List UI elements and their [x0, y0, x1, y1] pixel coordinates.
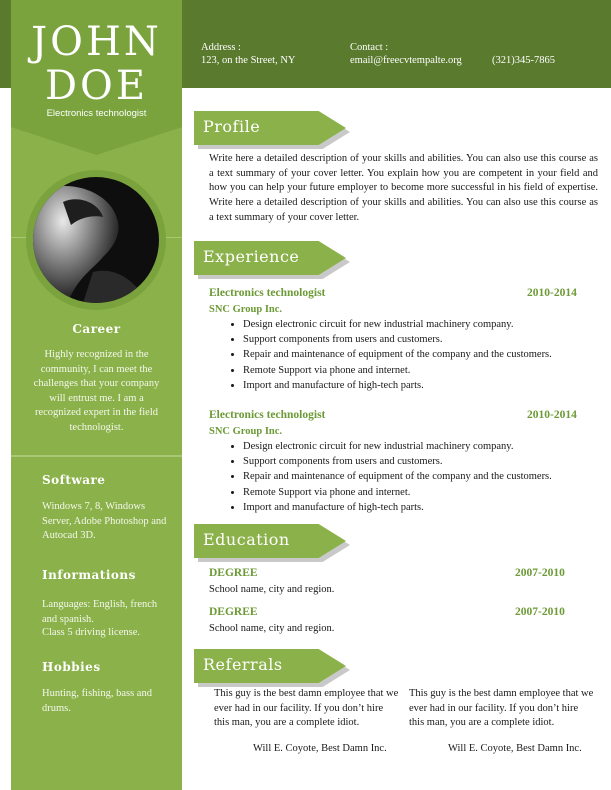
- profile-text: Write here a detailed description of your skills and abilities. You can also use this course as a text summary of your cover letter. You explain how you are competent in your field and how you can help your future employer to become more successful in his field of expertise. Write here a detailed description of your skills and abilities. You can also use this course as a text summary of your cover letter.: [209, 153, 598, 223]
- education-section-header: [194, 524, 346, 558]
- education-1-date: 2007-2010: [515, 567, 565, 579]
- software-text: Windows 7, 8, Windows Server, Adobe Photoshop and Autocad 3D.: [42, 501, 167, 541]
- bullet: • Support components from users and customers.: [243, 332, 552, 347]
- referral-1-signature: Will E. Coyote, Best Damn Inc.: [253, 743, 387, 754]
- education-2-degree: DEGREE: [209, 606, 258, 618]
- informations-license: Class 5 driving license.: [42, 627, 140, 638]
- referral-2-text: This guy is the best damn employee that we ever had in our facility. If you don’t hire this man, you are a complete idiot.: [409, 688, 594, 728]
- bullet: • Support components from users and customers.: [243, 454, 552, 469]
- education-1-degree: DEGREE: [209, 567, 258, 579]
- experience-1-title: Electronics technologist: [209, 287, 326, 299]
- education-2-school: School name, city and region.: [209, 623, 335, 634]
- experience-heading: Experience: [203, 247, 300, 266]
- experience-2-date: 2010-2014: [527, 409, 577, 421]
- bullet: • Remote Support via phone and internet.: [243, 485, 552, 500]
- education-1-school: School name, city and region.: [209, 584, 335, 595]
- informations-heading: Informations: [42, 568, 136, 582]
- bullet: • Design electronic circuit for new industrial machinery company.: [243, 439, 552, 454]
- profile-heading: Profile: [203, 117, 261, 136]
- experience-2-company: SNC Group Inc.: [209, 426, 283, 437]
- career-heading: Career: [72, 322, 121, 336]
- job-title: Electronics technologist: [46, 108, 147, 119]
- referral-1-text: This guy is the best damn employee that we ever had in our facility. If you don’t hire this man, you are a complete idiot.: [214, 688, 399, 728]
- phone-value: (321)345-7865: [492, 55, 555, 66]
- bullet: • Import and manufacture of high-tech parts.: [243, 378, 552, 393]
- referrals-heading: Referrals: [203, 655, 283, 674]
- experience-2-title: Electronics technologist: [209, 409, 326, 421]
- hobbies-text: Hunting, fishing, bass and drums.: [42, 688, 152, 714]
- bullet: • Import and manufacture of high-tech parts.: [243, 500, 552, 515]
- sidebar-divider: [11, 455, 182, 457]
- last-name: DOE: [44, 63, 149, 109]
- first-name: JOHN: [31, 19, 162, 65]
- education-heading: Education: [203, 530, 290, 549]
- hobbies-heading: Hobbies: [42, 660, 101, 674]
- referrals-section-header: [194, 649, 346, 683]
- contact-label: Contact :: [350, 42, 389, 53]
- informations-languages: Languages: English, french and spanish.: [42, 599, 158, 625]
- experience-1-date: 2010-2014: [527, 287, 577, 299]
- experience-1-company: SNC Group Inc.: [209, 304, 283, 315]
- address-label: Address :: [201, 42, 241, 53]
- experience-2-bullets: [229, 439, 552, 515]
- bullet: • Design electronic circuit for new industrial machinery company.: [243, 317, 552, 332]
- profile-section-header: [194, 111, 346, 145]
- referral-2-signature: Will E. Coyote, Best Damn Inc.: [448, 743, 582, 754]
- portrait-photo: [33, 177, 159, 303]
- software-heading: Software: [42, 473, 106, 487]
- education-2-date: 2007-2010: [515, 606, 565, 618]
- bullet: • Remote Support via phone and internet.: [243, 363, 552, 378]
- email-value: email@freecvtempalte.org: [350, 55, 462, 66]
- experience-section-header: [194, 241, 346, 275]
- bullet: • Repair and maintenance of equipment of the company and the customers.: [243, 347, 552, 362]
- experience-1-bullets: [229, 317, 552, 393]
- address-value: 123, on the Street, NY: [201, 55, 296, 66]
- bullet: • Repair and maintenance of equipment of the company and the customers.: [243, 469, 552, 484]
- career-text: Highly recognized in the community, I can meet the challenges that your company will entrust me. I am a recognized expert in the field technologist.: [33, 349, 160, 433]
- avatar: [33, 177, 159, 303]
